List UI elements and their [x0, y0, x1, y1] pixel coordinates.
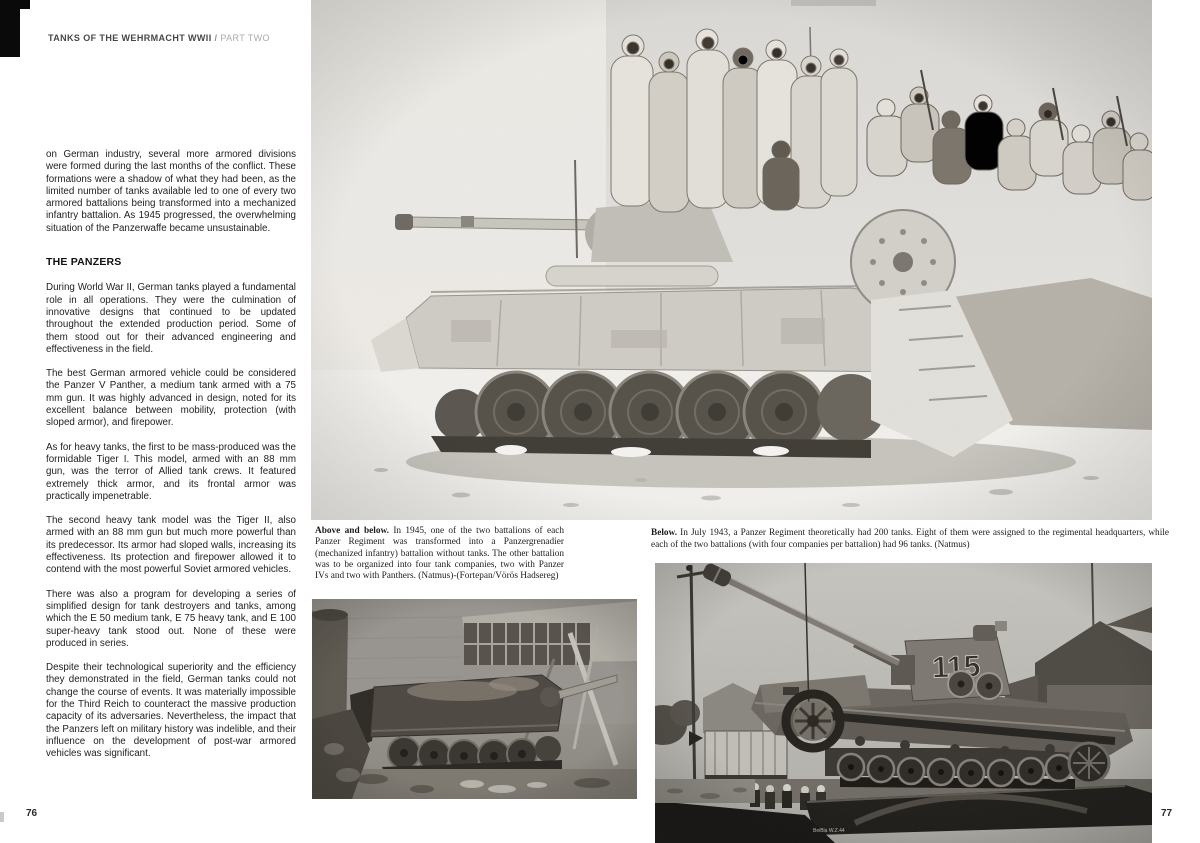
caption-lead: Above and below. — [315, 526, 390, 536]
body-text-column — [46, 149, 296, 772]
paragraph: During World War II, German tanks played a fundamental role in all operations. They were the culmination of innovative designs that continued to be updated throughout the extended production period. Some of them stood out for their advanced engineering and effectiveness in the field. — [46, 282, 296, 355]
paragraph: Despite their technological superiority and the efficiency they demonstrated in the field, German tanks could not change the course of events. It was materially impossible for the Third Reich to counteract the massive production capacity of its adversaries. Nevertheless, the impact that the Panzers left on military history was indelible, and their influence on the development of post-war armored vehicles was significant. — [46, 662, 296, 760]
scan-edge-artifact — [0, 812, 4, 822]
series-separator: / — [214, 33, 218, 43]
paragraph: on German industry, several more armored divisions were formed during the last months of the conflict. These formations were a shadow of what they had been, as the limited number of tanks available led to one of every two armored battalions being transformed into a mechanized infantry battalion. As 1945 progressed, the overwhelming situation of the Panzerwaffe became unsustainable. — [46, 149, 296, 234]
photo-panther-with-infantry — [311, 0, 1152, 520]
section-heading: THE PANZERS — [46, 256, 122, 269]
paragraph: The second heavy tank model was the Tiger II, also armed with an 88 mm gun but much more powerful than its predecessor. Its armor had sloped walls, increasing its effectiveness. Its protection and firepower allowed it to contend with the most powerful Soviet armored vehicles. — [46, 515, 296, 576]
caption-right — [651, 528, 1169, 551]
photo-destroyed-jagdpanther — [312, 599, 637, 799]
scan-edge-artifact — [0, 0, 30, 9]
caption-middle — [315, 526, 564, 582]
series-title: TANKS OF THE WEHRMACHT WWII — [48, 33, 212, 43]
caption-text: In 1945, one of the two battalions of each Panzer Regiment was transformed into a Panzergrenadier (mechanized infantry) battalion without tanks. The other battalion was to be organized into four tank companies, two with Panzer IVs and two with Panthers. (Natmus)-(Fortepan/Vörös Hadsereg) — [315, 526, 564, 582]
paragraph: The best German armored vehicle could be considered the Panzer V Panther, a medium tank armed with a 75 mm gun. It was highly advanced in design, noted for its excellent balance between mobility, protection (with sloped armor), and firepower. — [46, 368, 296, 429]
caption-lead: Below. — [651, 528, 678, 538]
running-head — [48, 33, 270, 43]
photo-panzer-iv-on-flatcar — [655, 563, 1152, 843]
caption-text: In July 1943, a Panzer Regiment theoretically had 200 tanks. Eight of them were assigned to the regimental headquarters, while each of the two battalions (with four companies per battalion) had 96 tanks. (Natmus) — [651, 528, 1169, 550]
paragraph: There was also a program for developing a series of simplified design for tank destroyers and tanks, among which the E 50 medium tank, E 75 heavy tank, and E 100 super-heavy tank stood out. None of these were produced in series. — [46, 588, 296, 649]
page-number-left: 76 — [26, 808, 38, 819]
page-number-right: 77 — [1161, 808, 1173, 819]
paragraph: As for heavy tanks, the first to be mass-produced was the formidable Tiger I. This model, armed with an 88 mm gun, was the terror of Allied tank crews. It featured extremely thick armor, and its frontal armor was practically impenetrable. — [46, 441, 296, 502]
part-title: PART TWO — [220, 33, 270, 43]
